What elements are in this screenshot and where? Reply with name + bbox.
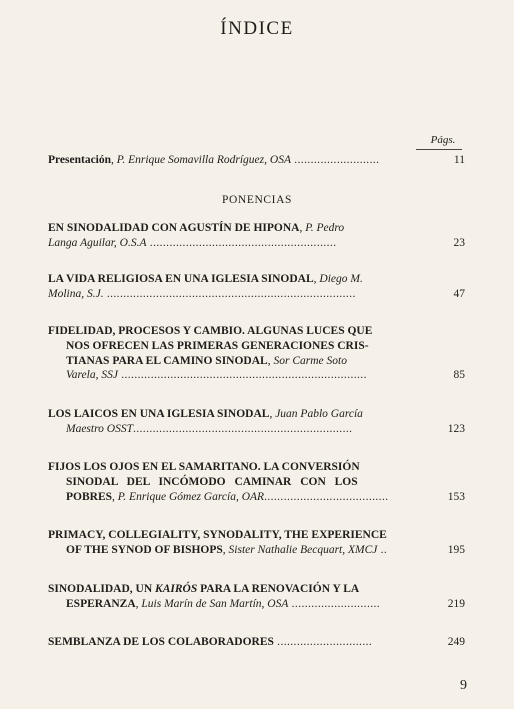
entry-title: EN SINODALIDAD CON AGUSTÍN DE HIPONA xyxy=(48,222,300,234)
entry-page: 195 xyxy=(447,543,465,556)
entry-author-line2: Varela, SSJ xyxy=(66,369,118,382)
entry-title-line1: FIJOS LOS OJOS EN EL SAMARITANO. LA CONVERSIÓN xyxy=(48,461,360,473)
entry-page: 85 xyxy=(453,369,465,382)
page-title: ÍNDICE xyxy=(220,18,294,39)
entry-author-line2: Langa Aguilar, O.S.A xyxy=(48,236,147,249)
entry-separator: , xyxy=(111,154,117,166)
entry-title: LOS LAICOS EN UNA IGLESIA SINODAL xyxy=(48,408,270,420)
entry-page: 123 xyxy=(447,422,465,435)
entry-page: 47 xyxy=(453,287,465,300)
entry-separator: , xyxy=(222,543,229,556)
entry-title-line2: OF THE SYNOD OF BISHOPS xyxy=(66,543,223,556)
entry-leader-dots: ............................................................................ xyxy=(103,287,356,300)
entry-author: P. Enrique Somavilla Rodríguez, OSA xyxy=(116,154,291,166)
toc-entry-presentacion[interactable] xyxy=(48,153,465,168)
entry-title-line1: PRIMACY, COLLEGIALITY, SYNODALITY, THE EXPERIENCE xyxy=(48,529,387,541)
entry-page: 153 xyxy=(447,490,465,503)
toc-entry-samaritano[interactable] xyxy=(48,460,465,504)
toc-entry-kairos[interactable] xyxy=(48,582,465,612)
entry-author: Luis Marín de San Martín, OSA xyxy=(141,597,289,610)
entry-title: SEMBLANZA DE LOS COLABORADORES xyxy=(48,636,274,648)
entry-author-line1: P. Pedro xyxy=(305,222,345,234)
entry-author-line1: Diego M. xyxy=(319,273,363,285)
entry-separator: , xyxy=(267,354,274,367)
entry-page: 23 xyxy=(453,236,465,249)
entry-author-line1: Sor Carme Soto xyxy=(273,354,347,367)
pages-column-rule xyxy=(416,149,462,150)
entry-leader-dots: .......................... xyxy=(290,154,380,166)
entry-page: 219 xyxy=(447,597,465,610)
entry-author: P. Enrique Gómez García, OAR xyxy=(117,490,265,503)
entry-leader-dots: .. xyxy=(377,543,388,556)
entry-title-line3: POBRES xyxy=(66,490,113,503)
entry-author-line2: Molina, S.J. xyxy=(48,287,104,300)
entry-author: Sister Nathalie Becquart, XMCJ xyxy=(228,543,378,556)
entry-title-line1-italic: KAIRÓS xyxy=(155,583,198,595)
entry-title-line1-pre: SINODALIDAD, UN xyxy=(48,583,156,595)
entry-leader-dots: ............................. xyxy=(273,636,373,648)
entry-title: LA VIDA RELIGIOSA EN UNA IGLESIA SINODAL xyxy=(48,273,314,285)
toc-entry-hipona[interactable] xyxy=(48,221,465,251)
entry-leader-dots: ......................................................... xyxy=(146,236,337,249)
entry-title-line1-post: PARA LA RENOVACIÓN Y LA xyxy=(197,583,360,595)
section-heading-ponencias: PONENCIAS xyxy=(222,194,292,206)
entry-separator: , xyxy=(112,490,118,503)
entry-title: Presentación xyxy=(48,154,112,166)
entry-title-line2: SINODAL DEL INCÓMODO CAMINAR CON LOS xyxy=(66,475,358,488)
toc-entry-primacy[interactable] xyxy=(48,528,465,558)
entry-title-line2: NOS OFRECEN LAS PRIMERAS GENERACIONES CRIS- xyxy=(66,339,369,352)
entry-separator: , xyxy=(135,597,142,610)
entry-leader-dots: ........................... xyxy=(288,597,381,610)
toc-entry-vida-religiosa[interactable] xyxy=(48,272,465,302)
entry-page: 249 xyxy=(447,636,465,648)
entry-author-line1: Juan Pablo García xyxy=(275,408,363,420)
entry-separator: , xyxy=(269,408,276,420)
entry-leader-dots: ...................................... xyxy=(264,490,389,503)
toc-entry-semblanza[interactable] xyxy=(48,635,465,650)
entry-separator: , xyxy=(299,222,306,234)
entry-page: 11 xyxy=(453,154,465,166)
entry-title-line3: TIANAS PARA EL CAMINO SINODAL xyxy=(66,354,268,367)
pages-column-label: Págs. xyxy=(430,134,456,146)
toc-entry-laicos[interactable] xyxy=(48,407,465,437)
page-number: 9 xyxy=(460,678,467,693)
entry-leader-dots: ........................................................................... xyxy=(117,369,367,382)
entry-separator: , xyxy=(313,273,320,285)
toc-entry-fidelidad[interactable] xyxy=(48,324,465,383)
entry-leader-dots: ................................................................... xyxy=(132,422,353,435)
entry-title-line1: FIDELIDAD, PROCESOS Y CAMBIO. ALGUNAS LUCES QUE xyxy=(48,325,373,337)
entry-author-line2: Maestro OSST xyxy=(66,422,133,435)
entry-title-line2: ESPERANZA xyxy=(66,597,136,610)
